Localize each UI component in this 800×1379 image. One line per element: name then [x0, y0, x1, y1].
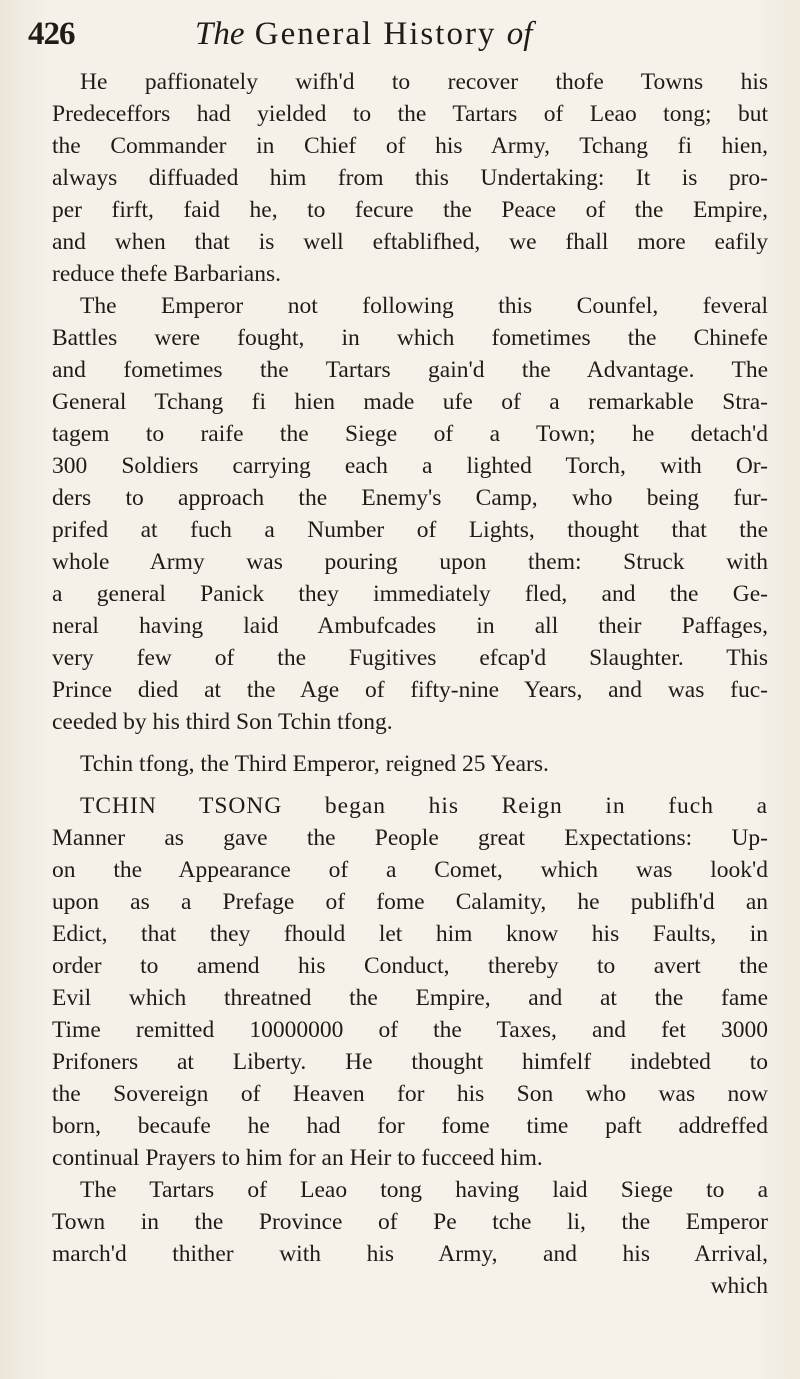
- text-line: a general Panick they immediately fled, and the Ge-: [52, 581, 768, 607]
- text-line: always diffuaded him from this Undertaking: It is pro-: [52, 165, 768, 191]
- text-line: Time remitted 10000000 of the Taxes, and fet 3000: [52, 1017, 768, 1043]
- text-line: and when that is well eftablifhed, we fhall more eafily: [52, 229, 768, 255]
- text-line: ceeded by his third Son Tchin tfong.: [52, 709, 393, 735]
- text-line: ders to approach the Enemy's Camp, who being fur-: [52, 485, 768, 511]
- text-line: General Tchang fi hien made ufe of a remarkable Stra-: [52, 389, 768, 415]
- section-caption: Tchin tfong, the Third Emperor, reigned 25 Years.: [80, 751, 549, 777]
- text-line: Prince died at the Age of fifty-nine Years, and was fuc-: [52, 677, 768, 703]
- text-line: The Tartars of Leao tong having laid Siege to a: [80, 1177, 768, 1203]
- text-line: Prifoners at Liberty. He thought himfelf indebted to: [52, 1049, 768, 1075]
- text-line: Edict, that they fhould let him know his Faults, in: [52, 921, 768, 947]
- text-line: per firft, faid he, to fecure the Peace of the Empire,: [52, 197, 768, 223]
- title-main: General History: [254, 16, 497, 52]
- text-line: Predeceffors had yielded to the Tartars of Leao tong; but: [52, 101, 768, 127]
- text-line: neral having laid Ambufcades in all their Paffages,: [52, 613, 768, 639]
- body-text: [52, 66, 768, 1302]
- text-line: tagem to raife the Siege of a Town; he detach'd: [52, 421, 768, 447]
- running-header: [28, 6, 788, 62]
- text-line: prifed at fuch a Number of Lights, thought that the: [52, 517, 768, 543]
- text-line: Evil which threatned the Empire, and at the fame: [52, 985, 768, 1011]
- text-line: Manner as gave the People great Expectations: Up-: [52, 825, 768, 851]
- running-title: [195, 6, 532, 62]
- text-line: The Emperor not following this Counfel, feveral: [80, 293, 768, 319]
- text-line: whole Army was pouring upon them: Struck with: [52, 549, 768, 575]
- text-line: 300 Soldiers carrying each a lighted Torch, with Or-: [52, 453, 768, 479]
- page-number: 426: [28, 16, 75, 52]
- text-line: Town in the Province of Pe tche li, the Emperor: [52, 1209, 768, 1235]
- title-the: The: [195, 16, 245, 52]
- catchword: which: [710, 1273, 768, 1299]
- text-line: the Commander in Chief of his Army, Tchang fi hien,: [52, 133, 768, 159]
- title-of: of: [506, 16, 533, 52]
- text-line: and fometimes the Tartars gain'd the Advantage. The: [52, 357, 768, 383]
- text-line: upon as a Prefage of fome Calamity, he publifh'd an: [52, 889, 768, 915]
- text-line: continual Prayers to him for an Heir to fucceed him.: [52, 1145, 543, 1171]
- text-line: Battles were fought, in which fometimes the Chinefe: [52, 325, 768, 351]
- text-line: order to amend his Conduct, thereby to avert the: [52, 953, 768, 979]
- text-line: He paffionately wifh'd to recover thofe Towns his: [80, 69, 768, 95]
- text-line: reduce thefe Barbarians.: [52, 261, 281, 287]
- text-line: TCHIN TSONG began his Reign in fuch a: [80, 793, 768, 819]
- text-line: march'd thither with his Army, and his Arrival,: [52, 1241, 768, 1267]
- text-line: on the Appearance of a Comet, which was look'd: [52, 857, 768, 883]
- text-line: the Sovereign of Heaven for his Son who was now: [52, 1081, 768, 1107]
- text-line: born, becaufe he had for fome time paft addreffed: [52, 1113, 768, 1139]
- text-line: very few of the Fugitives efcap'd Slaughter. This: [52, 645, 768, 671]
